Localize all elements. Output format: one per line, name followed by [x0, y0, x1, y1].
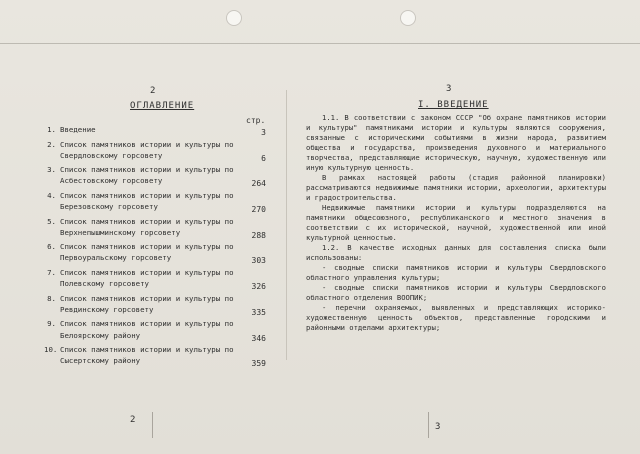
toc-item-title: Список памятников истории и культуры по Белоярскому району [60, 319, 234, 340]
toc-item-number: 9. [47, 319, 56, 329]
toc-item-title: Список памятников истории и культуры по Асбестовскому горсовету [60, 165, 234, 186]
paragraph: 1.1. В соответствии с законом СССР "Об охране памятников истории и культуры" памятниками истории и культуры являются сооружения, связанные с историческими событиями в жизни народа, развитием общества и государства, произведения духовного и материального творчества, представляющие историческую, научную, художественную или иную культурную ценность. [306, 113, 606, 172]
toc-item-page: 288 [251, 230, 266, 240]
toc-item-title: Список памятников истории и культуры по Первоуральскому горсовету [60, 242, 234, 263]
toc-item-page: 270 [251, 205, 266, 215]
left-footer-number: 2 [130, 415, 136, 425]
list-item [44, 293, 266, 315]
toc-item-page: 6 [261, 153, 266, 163]
toc-item-title: Список памятников истории и культуры по Сысертскому району [60, 345, 234, 366]
paragraph: - перечни охраняемых, выявленных и представляющих историко-художественную ценность объектов, представленные городскими и районными отделами архитектуры; [306, 303, 606, 332]
toc-item-title: Список памятников истории и культуры по Березовскому горсовету [60, 190, 234, 212]
toc-item-number: 7. [47, 268, 56, 278]
toc-item-title: Список памятников истории и культуры по Полевскому горсовету [60, 268, 234, 289]
toc-item-page: 264 [251, 179, 266, 189]
toc-item-number: 6. [47, 242, 56, 252]
paragraph: - сводные списки памятников истории и культуры Свердловского областного отделения ВООПИК; [306, 283, 606, 302]
right-page-number: 3 [446, 84, 452, 94]
toc-item-title: Список памятников истории и культуры по Ревдинскому горсовету [60, 293, 234, 314]
toc-item-number: 3. [47, 165, 56, 175]
paragraph: 1.2. В качестве исходных данных для составления списка были использованы: [306, 243, 606, 262]
list-item [44, 164, 266, 189]
punch-hole [400, 10, 416, 26]
paragraph: В рамках настоящей работы (стадия районной планировки) рассматриваются недвижимые памятники истории, археологии, архитектуры и градостроительства. [306, 173, 606, 202]
footer-rule [152, 412, 153, 438]
toc-item-page: 346 [251, 333, 266, 343]
list-item [44, 344, 266, 369]
list-item [44, 241, 266, 266]
table-of-contents [44, 124, 266, 370]
page-column-label: стр. [246, 116, 266, 125]
paragraph: - сводные списки памятников истории и культуры Свердловского областного управления культуры; [306, 263, 606, 282]
toc-item-page: 359 [251, 359, 266, 369]
list-item [44, 318, 266, 343]
list-item [44, 190, 266, 215]
toc-item-number: 10. [44, 345, 58, 355]
fold-line [0, 43, 640, 44]
intro-body [306, 113, 606, 333]
toc-item-page: 335 [251, 307, 266, 317]
toc-item-number: 4. [47, 190, 56, 200]
toc-item-title: Список памятников истории и культуры по Свердловскому горсовету [60, 139, 234, 160]
toc-item-title: Введение [60, 125, 96, 134]
footer-rule [428, 412, 429, 438]
page-divider [286, 90, 287, 360]
toc-item-page: 303 [251, 256, 266, 266]
list-item [44, 124, 266, 135]
toc-item-number: 8. [47, 293, 56, 303]
toc-heading: ОГЛАВЛЕНИЕ [130, 101, 195, 111]
left-page-number: 2 [150, 86, 156, 96]
toc-item-number: 1. [47, 125, 56, 134]
list-item [44, 216, 266, 238]
intro-heading: I. ВВЕДЕНИЕ [418, 100, 489, 110]
list-item [44, 139, 266, 161]
toc-item-page: 3 [261, 128, 266, 137]
punch-hole [226, 10, 242, 26]
right-footer-number: 3 [435, 422, 441, 432]
toc-item-page: 326 [251, 282, 266, 292]
toc-item-number: 5. [47, 216, 56, 226]
list-item [44, 267, 266, 292]
toc-item-number: 2. [47, 139, 56, 149]
toc-item-title: Список памятников истории и культуры по Верхнепышминскому горсовету [60, 216, 234, 237]
paragraph: Недвижимые памятники истории и культуры подразделяются на памятники общесоюзного, республиканского и местного значения в соответствии с их исторической, научной, художественной или иной культурной ценностью. [306, 203, 606, 242]
